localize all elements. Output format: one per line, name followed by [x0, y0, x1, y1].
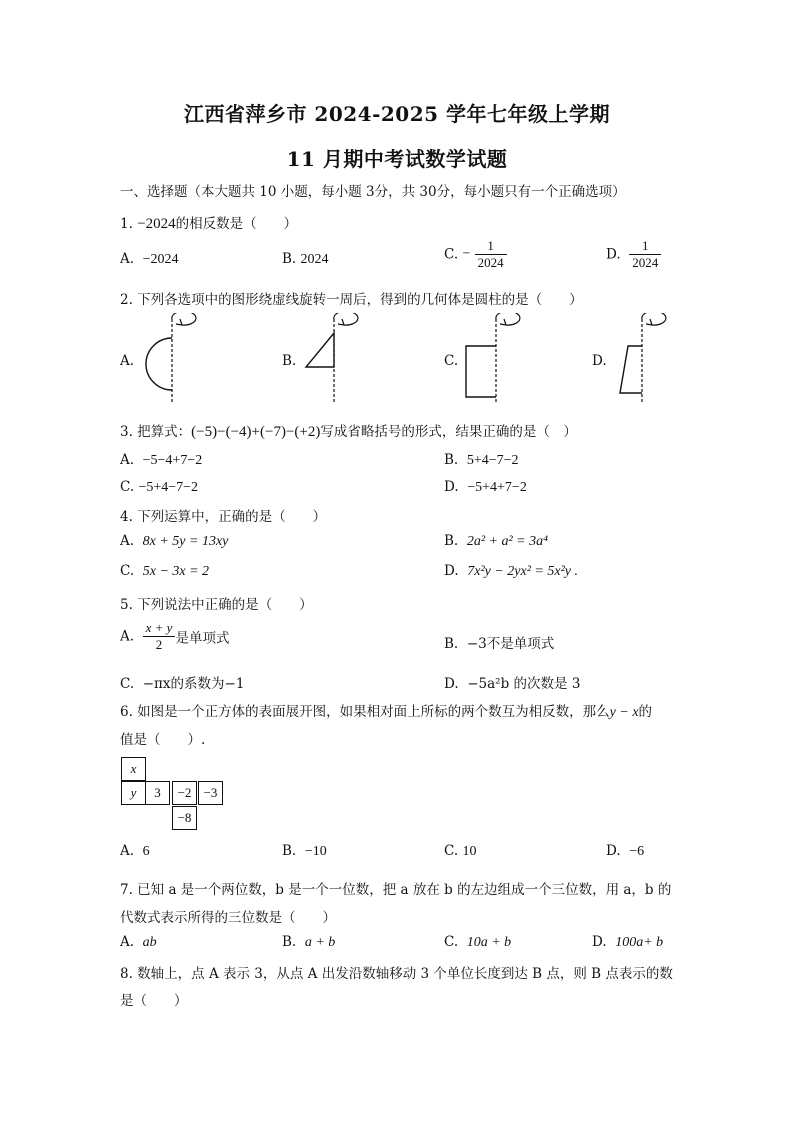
- q7-option-c[interactable]: [444, 934, 511, 951]
- fraction: [143, 620, 176, 653]
- question-6-stem-line-1: [120, 700, 652, 721]
- option-text: −10: [304, 844, 327, 859]
- option-label: B.: [282, 934, 297, 950]
- option-text: 10a + b: [466, 935, 512, 950]
- question-8-stem-line-2: 是（ ）: [120, 993, 188, 1009]
- option-text: 100a+ b: [615, 935, 664, 950]
- option-text: 7x²y − 2yx² = 5x²y .: [467, 564, 579, 579]
- option-label: A.: [120, 934, 135, 950]
- option-label: C.: [120, 676, 135, 692]
- option-label: A.: [120, 533, 135, 549]
- q7-option-b[interactable]: [282, 934, 335, 951]
- option-text: −5+4−7−2: [138, 480, 199, 495]
- option-text: 5+4−7−2: [466, 453, 519, 468]
- option-text: a + b: [304, 935, 336, 950]
- q2-figure-c-rectangle: [462, 313, 532, 405]
- math-expression: −2024: [137, 216, 176, 232]
- q2-figure-a-semicircle: [138, 313, 208, 405]
- q6-option-d[interactable]: [606, 843, 644, 860]
- fraction-numerator: x + y: [143, 620, 176, 637]
- fraction-denominator: 2024: [632, 255, 659, 270]
- section-heading: 一、选择题（本大题共 10 小题，每小题 3分，共 30分，每小题只有一个正确选项）: [120, 184, 626, 200]
- fraction-numerator: 1: [475, 238, 507, 255]
- question-text: 的相反数是（ ）: [175, 216, 298, 232]
- net-cell: 3: [145, 781, 170, 805]
- option-label: C.: [444, 843, 459, 859]
- net-cell: −8: [172, 806, 197, 830]
- net-cell: −3: [198, 781, 223, 805]
- option-text: 10: [462, 844, 477, 859]
- q4-option-b[interactable]: [444, 533, 548, 550]
- option-text: −5+4+7−2: [467, 480, 527, 495]
- option-label: D.: [444, 563, 459, 579]
- q2-figure-d-trapezoid: [612, 313, 682, 405]
- option-text: 2a² + a² = 3a⁴: [466, 534, 548, 549]
- q4-option-a[interactable]: [120, 533, 228, 550]
- q1-option-d[interactable]: [606, 238, 661, 271]
- option-label: D.: [592, 934, 607, 950]
- option-text: 6: [142, 844, 150, 859]
- question-text: 6. 如图是一个正方体的表面展开图，如果相对面上所标的两个数互为相反数，那么: [120, 704, 610, 720]
- q3-option-d[interactable]: [444, 479, 527, 496]
- option-text: −3不是单项式: [466, 636, 555, 652]
- question-text: 写成省略括号的形式，结果正确的是（ ）: [320, 424, 577, 440]
- q1-option-a[interactable]: [120, 251, 179, 268]
- q2-option-c-label[interactable]: C.: [444, 353, 459, 369]
- question-4-stem: 4. 下列运算中，正确的是（ ）: [120, 509, 327, 525]
- option-text: 8x + 5y = 13xy: [142, 534, 229, 549]
- option-label: D.: [444, 479, 459, 495]
- q5-option-d[interactable]: [444, 672, 580, 692]
- q7-option-d[interactable]: [592, 934, 663, 951]
- option-label: A.: [120, 628, 135, 645]
- question-number: 1.: [120, 216, 133, 232]
- q3-option-c[interactable]: [120, 479, 198, 496]
- q4-option-d[interactable]: [444, 563, 578, 580]
- q2-option-b-label[interactable]: B.: [282, 353, 297, 369]
- option-label: D.: [444, 676, 459, 692]
- option-text: ab: [142, 935, 157, 950]
- option-label: B.: [444, 533, 459, 549]
- option-label: B.: [282, 843, 297, 859]
- q3-option-b[interactable]: [444, 452, 519, 469]
- math-expression: (−5)−(−4)+(−7)−(+2): [191, 424, 321, 440]
- q6-option-a[interactable]: [120, 843, 150, 860]
- question-8-stem-line-1: 8. 数轴上，点 A 表示 3，从点 A 出发沿数轴移动 3 个单位长度到达 B 点，则 B 点表示的数: [120, 966, 673, 982]
- q5-option-c[interactable]: [120, 672, 244, 692]
- net-cell: −2: [172, 781, 197, 805]
- question-3-stem: [120, 420, 577, 441]
- option-label: B.: [444, 452, 459, 468]
- option-label: D.: [606, 843, 621, 859]
- q2-option-a-label[interactable]: A.: [120, 353, 135, 369]
- q2-option-d-label[interactable]: D.: [592, 353, 607, 369]
- option-label: C.: [120, 563, 135, 579]
- option-text: 2024: [300, 252, 329, 267]
- question-1-stem: [120, 212, 297, 233]
- option-label: C.: [444, 246, 459, 263]
- q5-option-a[interactable]: [120, 620, 229, 653]
- option-text: −5a²b 的次数是 3: [467, 676, 581, 692]
- option-text: −2024: [142, 252, 179, 267]
- option-label: C.: [444, 934, 459, 950]
- question-7-stem-line-1: 7. 已知 a 是一个两位数，b 是一个一位数，把 a 放在 b 的左边组成一个三位数，用 a，b 的: [120, 882, 672, 898]
- title-line-2: 11 月期中考试数学试题: [286, 147, 508, 171]
- fraction-denominator: 2: [155, 637, 163, 652]
- option-label: C.: [120, 479, 135, 495]
- question-7-stem-line-2: 代数式表示所得的三位数是（ ）: [120, 910, 336, 926]
- q4-option-c[interactable]: [120, 563, 209, 580]
- fraction: [629, 238, 661, 271]
- q6-option-b[interactable]: [282, 843, 327, 860]
- fraction-denominator: 2024: [477, 255, 504, 270]
- question-5-stem: 5. 下列说法中正确的是（ ）: [120, 597, 313, 613]
- option-sign: −: [462, 246, 471, 262]
- fraction: [475, 238, 507, 271]
- option-text: −5−4+7−2: [142, 453, 203, 468]
- question-6-stem-line-2: 值是（ ）.: [120, 732, 206, 748]
- option-label: B.: [444, 636, 459, 652]
- option-text: −6: [629, 844, 645, 859]
- q6-option-c[interactable]: [444, 843, 476, 860]
- net-cell: y: [121, 781, 146, 805]
- option-text: 是单项式: [175, 630, 230, 647]
- option-label: B.: [282, 251, 297, 267]
- fraction-numerator: 1: [629, 238, 661, 255]
- q1-option-c[interactable]: [444, 238, 507, 271]
- question-text: 的: [638, 704, 653, 720]
- q5-option-b[interactable]: [444, 632, 554, 652]
- q1-option-b[interactable]: [282, 251, 329, 268]
- option-label: D.: [606, 246, 621, 263]
- option-label: A.: [120, 843, 135, 859]
- question-text: 3. 把算式：: [120, 424, 192, 440]
- q2-figure-b-triangle: [300, 313, 370, 405]
- option-label: A.: [120, 452, 135, 468]
- net-cell: x: [121, 757, 146, 781]
- title-line-1: 江西省萍乡市 2024-2025 学年七年级上学期: [183, 102, 611, 126]
- option-label: A.: [120, 251, 135, 267]
- option-text: 5x − 3x = 2: [142, 564, 210, 579]
- q3-option-a[interactable]: [120, 452, 202, 469]
- q7-option-a[interactable]: [120, 934, 157, 951]
- question-2-stem: 2. 下列各选项中的图形绕虚线旋转一周后，得到的几何体是圆柱的是（ ）: [120, 292, 583, 308]
- option-text: −πx的系数为−1: [142, 676, 245, 692]
- math-expression: y − x: [609, 705, 639, 720]
